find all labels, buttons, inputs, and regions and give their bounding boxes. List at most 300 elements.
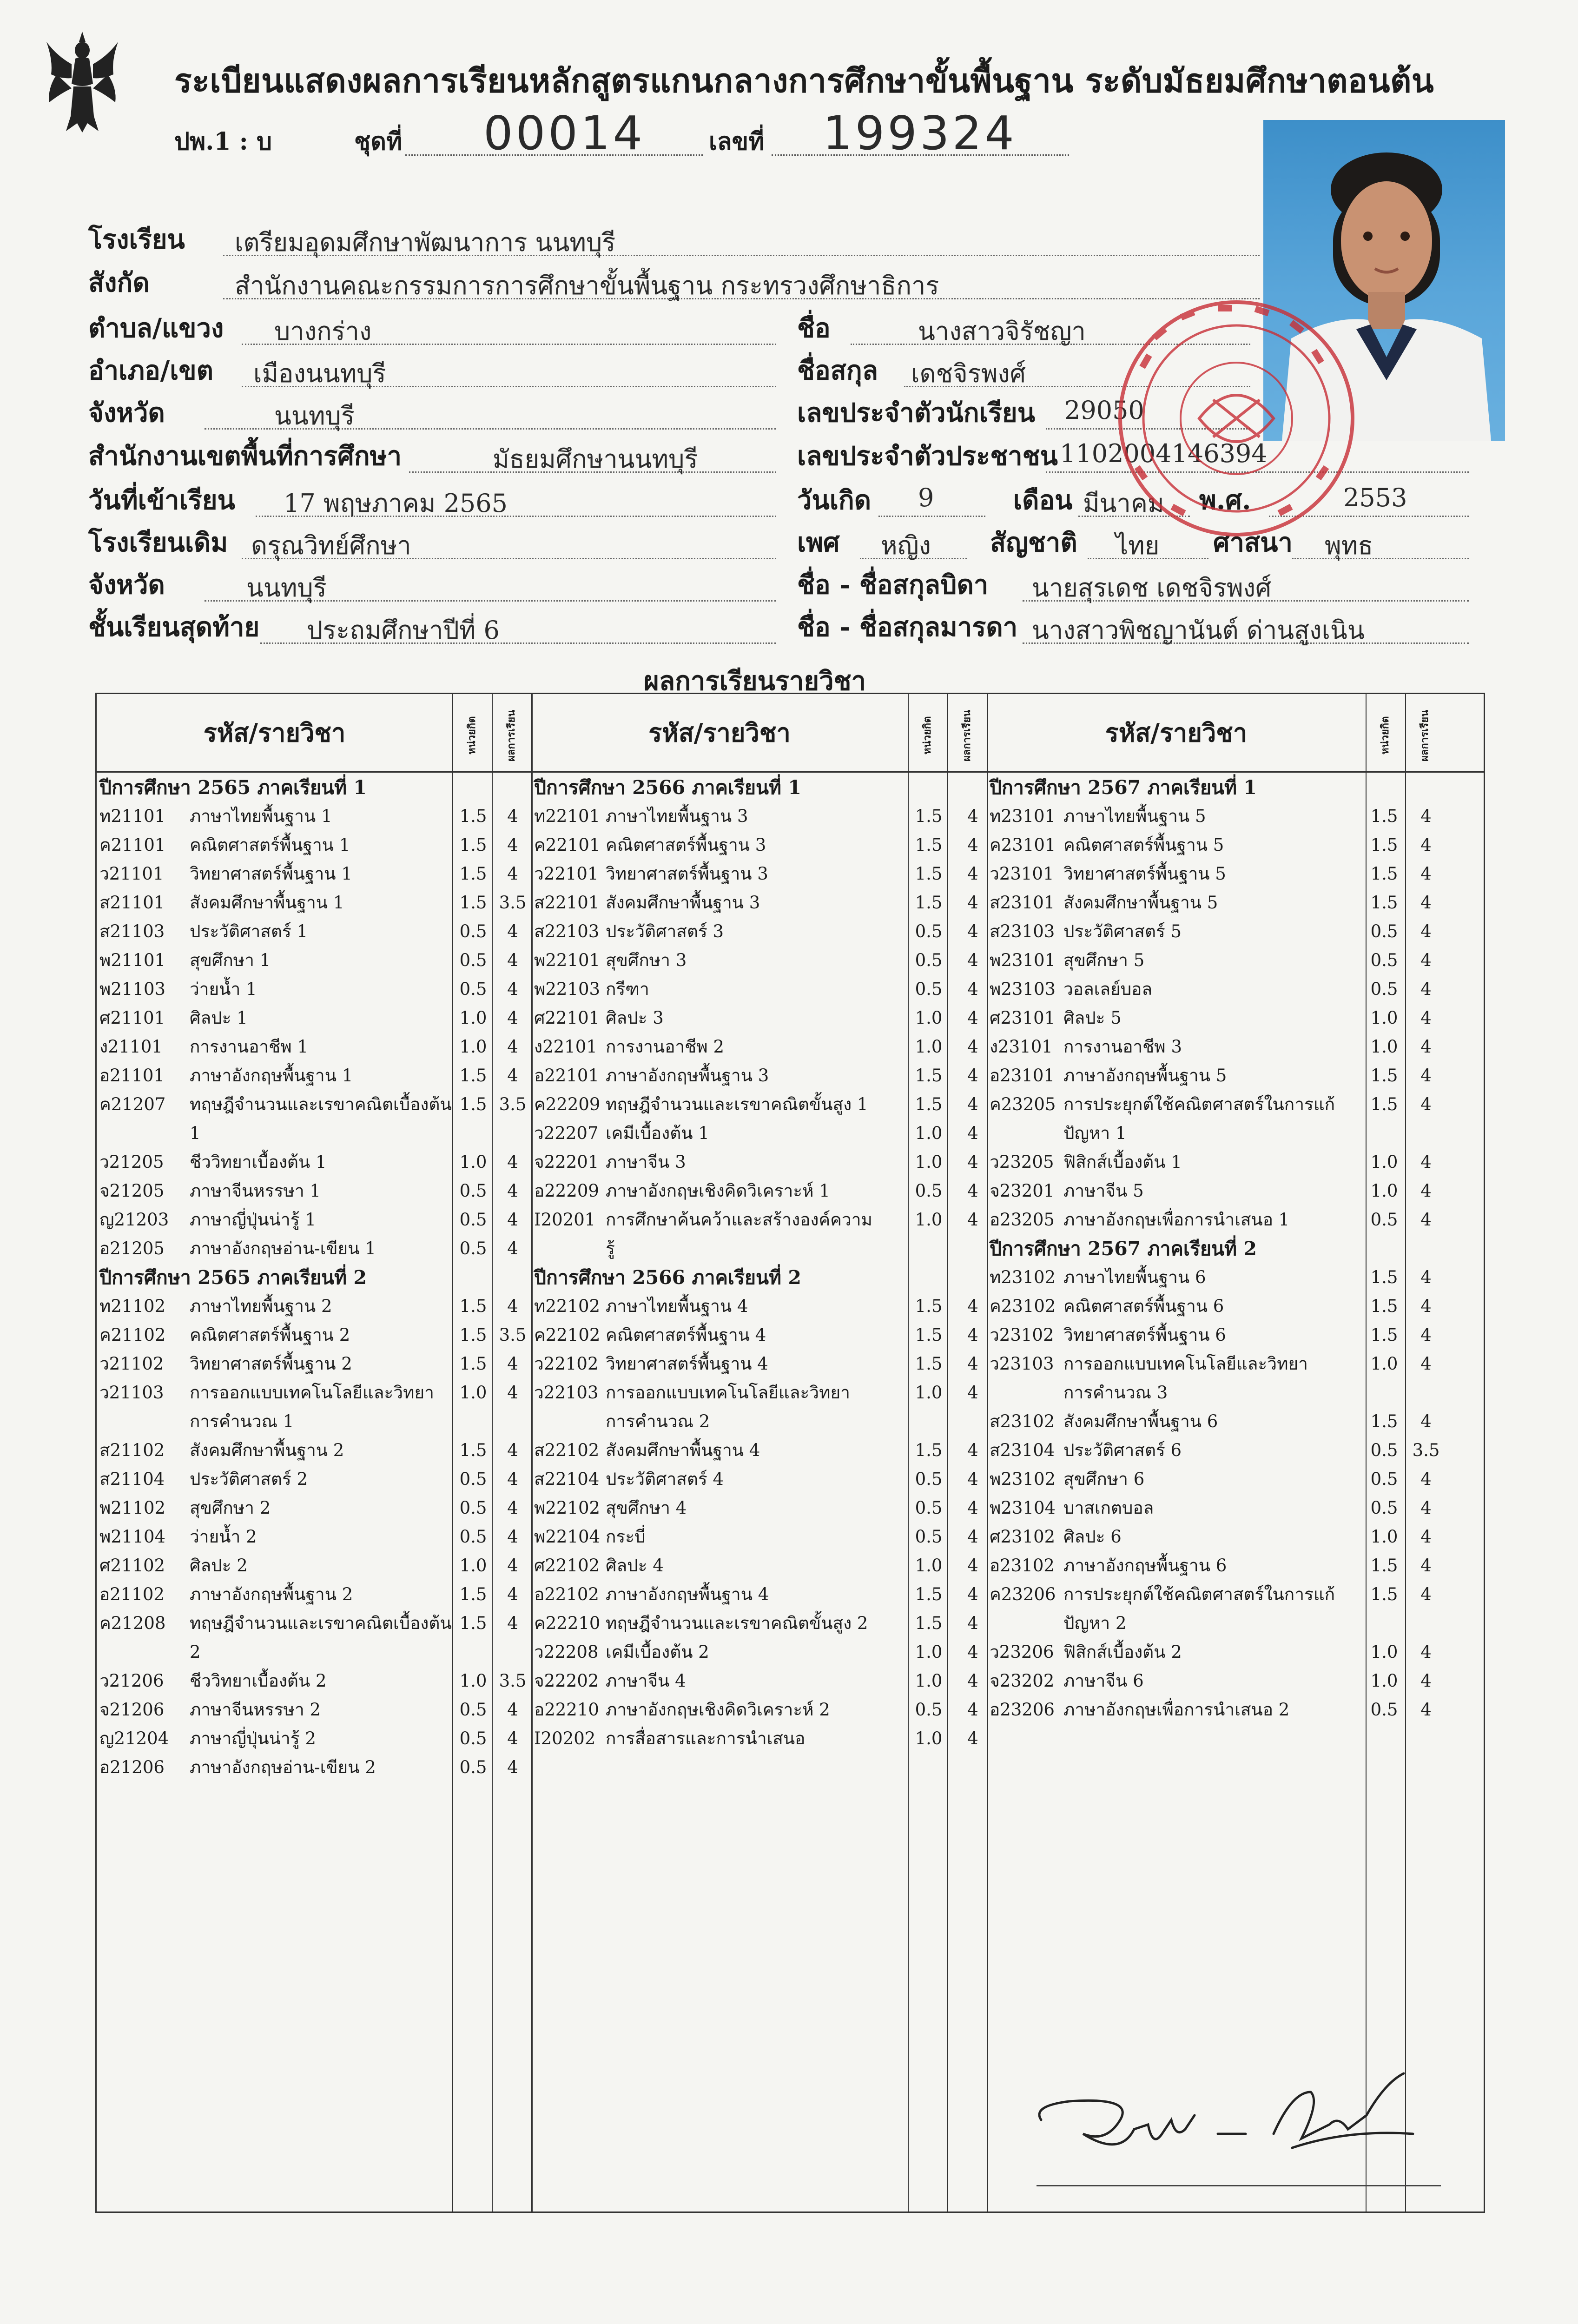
subject-row (531, 1494, 987, 1523)
credit-header-1: หน่วยกิต (466, 716, 478, 755)
subject-credit: 1.0 (915, 1671, 943, 1691)
subject-credit: 0.5 (1370, 1469, 1398, 1489)
subject-code: จ22201 (534, 1152, 599, 1172)
subject-code: ส23102 (990, 1411, 1055, 1431)
subject-code: ค21208 (99, 1613, 166, 1633)
subject-code: จ21206 (99, 1700, 165, 1720)
subject-row (97, 917, 531, 946)
subject-code: ค21207 (99, 1094, 166, 1114)
subject-row (531, 1407, 987, 1436)
subject-grade: 4 (507, 921, 518, 941)
subject-code: พ22102 (534, 1498, 601, 1518)
subject-name: ประวัติศาสตร์ 2 (190, 1469, 308, 1489)
subject-grade: 4 (507, 1152, 518, 1172)
subject-credit: 1.0 (915, 1210, 943, 1230)
subject-grade: 4 (967, 979, 978, 999)
subject-row (97, 1177, 531, 1205)
grade-header-3: ผลการเรียน (1419, 709, 1431, 761)
subject-row (987, 831, 1484, 860)
subject-row (97, 1234, 531, 1263)
birth-year-label: พ.ศ. (1199, 485, 1251, 516)
subject-name: ภาษาไทยพื้นฐาน 6 (1063, 1267, 1206, 1287)
subject-name: การศึกษาค้นคว้าและสร้างองค์ความ (606, 1210, 872, 1230)
subject-row (987, 1033, 1484, 1061)
subject-credit: 1.5 (915, 864, 943, 884)
surname-label: ชื่อสกุล (797, 355, 878, 386)
subject-credit: 1.5 (915, 1094, 943, 1114)
subject-row (987, 1119, 1484, 1148)
subject-credit: 0.5 (915, 1181, 943, 1201)
subject-grade: 4 (1420, 921, 1432, 941)
subject-row (987, 1177, 1484, 1205)
subject-header-2: รหัส/รายวิชา (648, 718, 791, 748)
subject-grade: 4 (967, 1642, 978, 1662)
subject-credit: 1.5 (1370, 1267, 1398, 1287)
subject-credit: 0.5 (459, 950, 487, 970)
subject-code: อ21102 (99, 1584, 165, 1604)
subject-code: จ23201 (990, 1181, 1055, 1201)
subject-row (531, 1321, 987, 1350)
citizen-id-label: เลขประจำตัวประชาชน (797, 441, 1058, 471)
subject-header-1: รหัส/รายวิชา (203, 718, 346, 748)
subject-grade: 4 (1420, 1411, 1432, 1431)
subject-code: อ22101 (534, 1066, 599, 1086)
subject-grade: 4 (1420, 1671, 1432, 1691)
subject-row (531, 1033, 987, 1061)
subject-name: ประวัติศาสตร์ 6 (1063, 1440, 1182, 1460)
subject-code: ศ21101 (99, 1008, 165, 1028)
subject-row (531, 831, 987, 860)
student-id: 29050 (1064, 396, 1144, 425)
subject-row (531, 1667, 987, 1695)
subject-name: ทฤษฎีจำนวนและเรขาคณิตขั้นสูง 1 (606, 1094, 868, 1114)
entry-date: 17 พฤษภาคม 2565 (284, 489, 508, 518)
birth-day: 9 (918, 483, 934, 512)
subject-name: สังคมศึกษาพื้นฐาน 6 (1063, 1411, 1218, 1431)
subject-code: ท23102 (990, 1267, 1056, 1287)
subject-row (97, 1033, 531, 1061)
subject-grade: 4 (967, 1498, 978, 1518)
subject-grade: 4 (507, 1296, 518, 1316)
subject-name: สุขศึกษา 3 (606, 950, 687, 970)
subject-grade: 4 (967, 893, 978, 913)
subject-row (97, 1205, 531, 1234)
subject-name: ศิลปะ 5 (1063, 1008, 1122, 1028)
subject-credit: 1.5 (915, 1440, 943, 1460)
subject-name: ภาษาจีนหรรษา 1 (190, 1181, 321, 1201)
subject-grade: 4 (967, 1066, 978, 1086)
subject-row (97, 1407, 531, 1436)
subject-grade: 4 (507, 1498, 518, 1518)
area-office: มัธยมศึกษานนทบุรี (493, 444, 698, 474)
subject-credit: 0.5 (459, 1210, 487, 1230)
subject-name: การงานอาชีพ 1 (190, 1037, 308, 1057)
subject-code: พ21104 (99, 1527, 166, 1547)
subject-code: พ21102 (99, 1498, 166, 1518)
subject-row (97, 1465, 531, 1494)
subject-credit: 1.5 (1370, 893, 1398, 913)
subject-name: วิทยาศาสตร์พื้นฐาน 2 (190, 1354, 352, 1374)
subject-code: ค21102 (99, 1325, 166, 1345)
credit-header-3: หน่วยกิต (1379, 716, 1391, 755)
subject-code: พ23101 (990, 950, 1056, 970)
subject-row (531, 1580, 987, 1609)
subject-name: ภาษาอังกฤษพื้นฐาน 5 (1063, 1066, 1227, 1086)
subject-credit: 1.0 (459, 1008, 487, 1028)
subject-credit: 0.5 (1370, 1498, 1398, 1518)
subject-name: สังคมศึกษาพื้นฐาน 1 (190, 893, 344, 913)
subject-code: พ23104 (990, 1498, 1056, 1518)
document-number: 199324 (823, 106, 1017, 160)
subject-credit: 1.0 (915, 1642, 943, 1662)
subject-credit: 1.5 (459, 1066, 487, 1086)
subject-grade: 4 (507, 950, 518, 970)
subject-row (531, 1609, 987, 1638)
subject-grade: 4 (507, 1210, 518, 1230)
subject-name: คณิตศาสตร์พื้นฐาน 6 (1063, 1296, 1224, 1316)
subject-name: ภาษาอังกฤษเชิงคิดวิเคราะห์ 2 (606, 1700, 830, 1720)
subject-grade: 4 (1420, 1181, 1432, 1201)
subject-code: ว22101 (534, 864, 599, 884)
subject-row (97, 1580, 531, 1609)
subject-credit: 1.5 (915, 1296, 943, 1316)
subject-name: ศิลปะ 2 (190, 1556, 248, 1576)
birth-year: 2553 (1343, 483, 1407, 512)
subject-name: สังคมศึกษาพื้นฐาน 5 (1063, 893, 1218, 913)
subject-grade: 4 (507, 1527, 518, 1547)
subject-grade: 4 (507, 1181, 518, 1201)
province-label: จังหวัด (88, 397, 165, 428)
subject-credit: 1.5 (915, 1325, 943, 1345)
subject-row (531, 1004, 987, 1033)
subject-row (97, 831, 531, 860)
subject-code: ศ22102 (534, 1556, 600, 1576)
subject-credit: 1.0 (459, 1556, 487, 1576)
subject-code: อ23205 (990, 1210, 1055, 1230)
subject-credit: 1.0 (915, 1037, 943, 1057)
garuda-emblem-icon (43, 28, 122, 135)
subject-row (531, 1724, 987, 1753)
subject-credit: 0.5 (459, 1757, 487, 1777)
subject-grade: 4 (967, 1469, 978, 1489)
subject-code: ค23101 (990, 835, 1056, 855)
subject-grade: 4 (967, 835, 978, 855)
subject-name: ภาษาไทยพื้นฐาน 1 (190, 806, 332, 826)
subject-name: ภาษาจีน 4 (606, 1671, 686, 1691)
subject-credit: 1.0 (1370, 1671, 1398, 1691)
subject-credit: 0.5 (915, 979, 943, 999)
subject-credit: 1.5 (459, 806, 487, 826)
subject-grade: 4 (967, 1584, 978, 1604)
semester-label: ปีการศึกษา 2567 ภาคเรียนที่ 1 (990, 776, 1257, 799)
subject-row (987, 1004, 1484, 1033)
subject-name: การงานอาชีพ 3 (1063, 1037, 1182, 1057)
subject-grade: 4 (507, 1008, 518, 1028)
subject-name: ประวัติศาสตร์ 1 (190, 921, 308, 941)
subject-grade: 4 (507, 1556, 518, 1576)
subject-row (97, 1494, 531, 1523)
subject-grade: 4 (1420, 1066, 1432, 1086)
subject-name: ภาษาอังกฤษพื้นฐาน 6 (1063, 1556, 1227, 1576)
subject-name: คณิตศาสตร์พื้นฐาน 3 (606, 835, 766, 855)
subject-credit: 1.5 (1370, 1296, 1398, 1316)
subject-grade: 4 (1420, 1556, 1432, 1576)
semester-heading (97, 773, 531, 802)
subject-grade: 4 (507, 1613, 518, 1633)
subdistrict: บางกร่าง (274, 317, 372, 346)
subject-grade: 4 (507, 1383, 518, 1403)
subject-code: ว22103 (534, 1383, 599, 1403)
subject-name: ทฤษฎีจำนวนและเรขาคณิตขั้นสูง 2 (606, 1613, 868, 1633)
subject-row (97, 1148, 531, 1177)
subject-grade: 4 (967, 921, 978, 941)
subject-row (97, 1321, 531, 1350)
subject-grade: 4 (967, 1354, 978, 1374)
subject-grade: 4 (967, 1671, 978, 1691)
subject-name: สังคมศึกษาพื้นฐาน 4 (606, 1440, 760, 1460)
subject-name: ภาษาอังกฤษเพื่อการนำเสนอ 2 (1063, 1700, 1290, 1720)
religion: พุทธ (1325, 531, 1373, 560)
subject-row (97, 1350, 531, 1378)
last-grade-label: ชั้นเรียนสุดท้าย (88, 612, 260, 642)
set-label: ชุดที่ (354, 127, 403, 156)
sex-label: เพศ (797, 527, 840, 558)
subject-credit: 1.0 (1370, 1527, 1398, 1547)
subject-code: ค22101 (534, 835, 601, 855)
subject-name: ทฤษฎีจำนวนและเรขาคณิตเบื้องต้น (190, 1094, 452, 1114)
subject-name: ศิลปะ 1 (190, 1008, 248, 1028)
subject-credit: 1.5 (1370, 806, 1398, 826)
subject-name: การออกแบบเทคโนโลยีและวิทยา (606, 1383, 850, 1403)
subject-row (97, 1638, 531, 1667)
subject-grade: 4 (507, 1469, 518, 1489)
subject-name: การสื่อสารและการนำเสนอ (606, 1728, 806, 1748)
subject-name: การงานอาชีพ 2 (606, 1037, 724, 1057)
subject-row (531, 1119, 987, 1148)
subject-name: สังคมศึกษาพื้นฐาน 3 (606, 893, 760, 913)
subject-name: ภาษาอังกฤษเชิงคิดวิเคราะห์ 1 (606, 1181, 830, 1201)
subject-credit: 0.5 (915, 950, 943, 970)
subject-name: คณิตศาสตร์พื้นฐาน 4 (606, 1325, 766, 1345)
subject-credit: 0.5 (459, 921, 487, 941)
subject-row (987, 1695, 1484, 1724)
subject-row (531, 1523, 987, 1551)
birth-day-label: วันเกิด (797, 485, 872, 516)
subject-row (987, 1292, 1484, 1321)
subject-grade: 3.5 (499, 1325, 527, 1345)
subject-name: รู้ (606, 1238, 615, 1258)
number-label: เลขที่ (709, 127, 765, 156)
subject-grade: 4 (507, 1757, 518, 1777)
subject-row (531, 1205, 987, 1234)
subject-credit: 0.5 (1370, 1210, 1398, 1230)
affiliation: สำนักงานคณะกรรมการการศึกษาขั้นพื้นฐาน กระทรวงศึกษาธิการ (235, 271, 939, 300)
subject-code: ง22101 (534, 1037, 597, 1057)
subject-row (531, 946, 987, 975)
subject-code: ศ22101 (534, 1008, 600, 1028)
subject-name: สุขศึกษา 4 (606, 1498, 687, 1518)
results-column-2 (531, 773, 987, 1753)
subject-grade: 4 (507, 806, 518, 826)
subject-row (987, 1148, 1484, 1177)
subject-row (987, 1551, 1484, 1580)
subject-code: ค21101 (99, 835, 166, 855)
subject-credit: 1.5 (1370, 1556, 1398, 1576)
subject-code: ว22102 (534, 1354, 599, 1374)
subject-row (97, 888, 531, 917)
student-surname: เดชจิรพงศ์ (911, 359, 1026, 388)
subject-name: คณิตศาสตร์พื้นฐาน 2 (190, 1325, 350, 1345)
subject-code: ส23104 (990, 1440, 1055, 1460)
grade-header-1: ผลการเรียน (505, 709, 517, 761)
subject-grade: 4 (1420, 1094, 1432, 1114)
subject-credit: 1.0 (1370, 1642, 1398, 1662)
subject-row (97, 1609, 531, 1638)
subject-grade: 4 (507, 1728, 518, 1748)
subject-grade: 4 (967, 1383, 978, 1403)
subject-code: พ21101 (99, 950, 166, 970)
subject-code: ว21205 (99, 1152, 164, 1172)
subject-row (987, 1638, 1484, 1667)
subject-row (987, 1350, 1484, 1378)
subject-grade: 4 (1420, 950, 1432, 970)
subject-code: ง23101 (990, 1037, 1053, 1057)
subject-credit: 1.5 (915, 1354, 943, 1374)
subject-grade: 4 (507, 1238, 518, 1258)
results-section-title: ผลการเรียนรายวิชา (644, 666, 866, 696)
subject-credit: 1.0 (1370, 1354, 1398, 1374)
subject-row (531, 888, 987, 917)
subject-grade: 4 (507, 1354, 518, 1374)
subject-grade: 4 (1420, 1152, 1432, 1172)
last-grade: ประถมศึกษาปีที่ 6 (307, 616, 500, 645)
subject-name: เคมีเบื้องต้น 2 (606, 1642, 709, 1662)
affiliation-label: สังกัด (88, 267, 150, 298)
subject-code: อ21205 (99, 1238, 165, 1258)
subject-credit: 0.5 (1370, 1440, 1398, 1460)
subject-credit: 0.5 (459, 1498, 487, 1518)
subject-code: ว23103 (990, 1354, 1054, 1374)
subject-credit: 1.5 (459, 1094, 487, 1114)
subject-grade: 4 (967, 864, 978, 884)
subject-grade: 4 (507, 1700, 518, 1720)
subject-credit: 1.5 (1370, 864, 1398, 884)
form-code: ปพ.1 : บ (174, 127, 272, 156)
subject-grade: 4 (1420, 835, 1432, 855)
subject-code: ว23205 (990, 1152, 1054, 1172)
subject-name: การคำนวณ 1 (190, 1411, 294, 1431)
subject-grade: 4 (1420, 1642, 1432, 1662)
subject-code: ส23101 (990, 893, 1055, 913)
subject-name: ภาษาอังกฤษพื้นฐาน 3 (606, 1066, 769, 1086)
subject-grade: 4 (1420, 1210, 1432, 1230)
subject-row (531, 860, 987, 888)
subject-grade: 4 (1420, 1296, 1432, 1316)
subject-grade: 4 (967, 1008, 978, 1028)
subject-name: การออกแบบเทคโนโลยีและวิทยา (190, 1383, 434, 1403)
subject-row (97, 946, 531, 975)
subject-credit: 0.5 (915, 1498, 943, 1518)
subject-name: วิทยาศาสตร์พื้นฐาน 1 (190, 864, 352, 884)
subject-credit: 0.5 (1370, 1700, 1398, 1720)
subject-row (987, 1494, 1484, 1523)
subject-credit: 0.5 (915, 921, 943, 941)
subject-code: จ22202 (534, 1671, 599, 1691)
subject-code: อ22209 (534, 1181, 599, 1201)
subject-name: วิทยาศาสตร์พื้นฐาน 6 (1063, 1325, 1226, 1345)
subject-name: ภาษาญี่ปุ่นน่ารู้ 2 (190, 1728, 316, 1748)
subject-code: อ23102 (990, 1556, 1055, 1576)
subject-name: ศิลปะ 3 (606, 1008, 664, 1028)
subject-credit: 0.5 (915, 1700, 943, 1720)
subject-credit: 1.0 (1370, 1181, 1398, 1201)
subject-code: ว23206 (990, 1642, 1054, 1662)
subject-row (987, 1580, 1484, 1609)
subject-code: อ21206 (99, 1757, 165, 1777)
subject-row (97, 802, 531, 831)
subject-row (97, 1292, 531, 1321)
subject-name: วิทยาศาสตร์พื้นฐาน 5 (1063, 864, 1226, 884)
subject-name: การคำนวณ 3 (1063, 1383, 1168, 1403)
subject-credit: 0.5 (459, 1238, 487, 1258)
school-seal-stamp (1106, 288, 1367, 549)
subject-grade: 4 (967, 1613, 978, 1633)
subject-code: ศ21102 (99, 1556, 165, 1576)
subject-row (531, 1350, 987, 1378)
subject-credit: 1.5 (459, 1613, 487, 1633)
subject-credit: 0.5 (1370, 979, 1398, 999)
subject-grade: 4 (507, 1584, 518, 1604)
subject-name: วอลเลย์บอล (1063, 979, 1153, 999)
subject-code: ส22103 (534, 921, 600, 941)
subject-row (987, 1321, 1484, 1350)
subject-code: ท21101 (99, 806, 166, 826)
subject-row (97, 1724, 531, 1753)
semester-heading (987, 773, 1484, 802)
subject-row (987, 1090, 1484, 1119)
subject-name: คณิตศาสตร์พื้นฐาน 1 (190, 835, 350, 855)
subject-code: ว21101 (99, 864, 164, 884)
birth-month-label: เดือน (1013, 485, 1073, 516)
semester-label: ปีการศึกษา 2567 ภาคเรียนที่ 2 (990, 1238, 1257, 1260)
subject-grade: 4 (1420, 1008, 1432, 1028)
subject-row (531, 1090, 987, 1119)
subject-name: ภาษาอังกฤษเพื่อการนำเสนอ 1 (1063, 1210, 1290, 1230)
subject-row (97, 1753, 531, 1782)
school-label: โรงเรียน (88, 224, 185, 255)
subject-row (97, 1667, 531, 1695)
subject-code: ค23205 (990, 1094, 1056, 1114)
mother-label: ชื่อ - ชื่อสกุลมารดา (797, 612, 1018, 642)
subject-name: ภาษาจีนหรรษา 2 (190, 1700, 321, 1720)
subject-row (987, 1667, 1484, 1695)
subject-name: ภาษาจีน 5 (1063, 1181, 1144, 1201)
subject-code: อ23206 (990, 1700, 1055, 1720)
subject-row (97, 1090, 531, 1119)
citizen-id: 1102004146394 (1060, 439, 1268, 468)
subject-code: ส21101 (99, 893, 165, 913)
subject-grade: 4 (967, 806, 978, 826)
entry-date-label: วันที่เข้าเรียน (88, 485, 235, 516)
subject-grade: 4 (1420, 806, 1432, 826)
subject-name: 1 (190, 1123, 201, 1143)
subject-name: ปัญหา 2 (1063, 1613, 1127, 1633)
subject-credit: 1.0 (915, 1123, 943, 1143)
subject-name: สังคมศึกษาพื้นฐาน 2 (190, 1440, 344, 1460)
subject-code: ท23101 (990, 806, 1056, 826)
subject-name: ภาษาไทยพื้นฐาน 4 (606, 1296, 748, 1316)
nationality: ไทย (1116, 531, 1160, 560)
